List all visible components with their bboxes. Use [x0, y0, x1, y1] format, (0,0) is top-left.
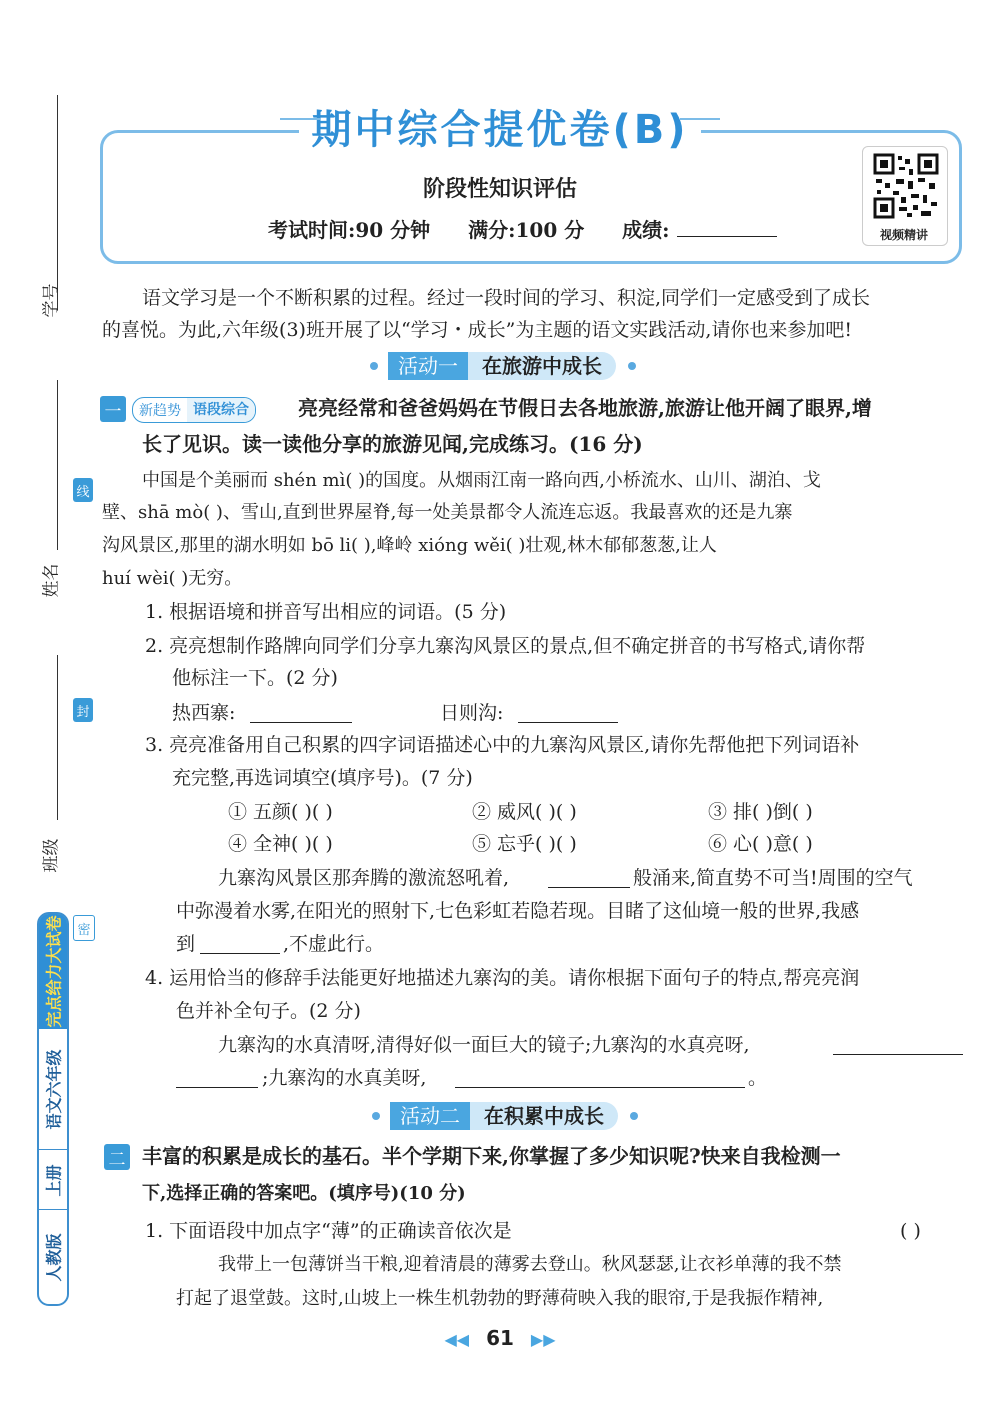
page-number: 61	[486, 1326, 514, 1350]
page-title	[0, 98, 1000, 155]
banner-2-dot-right	[630, 1112, 638, 1120]
intro-line-2: 的喜悦。为此,六年级(3)班开展了以“学习・成长”为主题的语文实践活动,请你也来参加吧!	[102, 319, 853, 341]
question-1-3a: 3. 亮亮准备用自己积累的四字词语描述心中的九寨沟风景区,请你先帮他把下列词语补	[145, 734, 860, 756]
book-grade-label: 语文六年级	[44, 1048, 64, 1130]
section-2-line-1: 丰富的积累是成长的基石。半个学期下来,你掌握了多少知识呢?快来自我检测一	[142, 1144, 841, 1168]
cut-seal-marker: 封	[73, 698, 93, 722]
book-label-strip	[37, 912, 69, 1306]
cut-dense-marker: 密	[73, 915, 95, 941]
name-label: 姓名	[41, 563, 62, 598]
passage-line-2: 壁、shā mò( )、雪山,直到世界屋脊,每一处美景都令人流连忘返。我最喜欢的还是九寨	[102, 502, 793, 523]
book-edition-label: 人教版	[44, 1233, 64, 1282]
fill-para-1b: 般涌来,简直势不可当!周围的空气	[633, 867, 913, 889]
section-1-number: 一	[100, 396, 126, 422]
question-1-1: 1. 根据语境和拼音写出相应的词语。(5 分)	[145, 601, 507, 623]
rhetoric-blank-2[interactable]	[176, 1065, 258, 1088]
idiom-5: ⑤ 忘乎( )( )	[472, 833, 577, 855]
tag-paragraph: 语段综合	[187, 398, 255, 422]
place-2-label: 日则沟:	[440, 702, 504, 724]
activity-2-title: 在积累中成长	[470, 1102, 618, 1130]
question-1-4a: 4. 运用恰当的修辞手法能更好地描述九寨沟的美。请你根据下面句子的特点,帮亮亮润	[145, 967, 860, 989]
qr-caption: 视频精讲	[879, 228, 928, 242]
section-2-number: 二	[104, 1144, 130, 1170]
question-2-1: 1. 下面语段中加点字“薄”的正确读音依次是	[145, 1220, 512, 1242]
rhetoric-line-1: 九寨沟的水真清呀,清得好似一面巨大的镜子;九寨沟的水真亮呀,	[218, 1034, 750, 1056]
passage-line-4: huí wèi( )无穷。	[102, 568, 243, 589]
section-2-line-2: 下,选择正确的答案吧。(填序号)(10 分)	[142, 1183, 466, 1204]
activity-1-title: 在旅游中成长	[468, 352, 616, 380]
idiom-1: ① 五颜( )( )	[228, 801, 333, 823]
passage-2-line-1: 我带上一包薄饼当干粮,迎着清晨的薄雾去登山。秋风瑟瑟,让衣衫单薄的我不禁	[218, 1254, 842, 1275]
result-blank[interactable]	[677, 214, 777, 237]
question-1-3b: 充完整,再选词填空(填序号)。(7 分)	[172, 767, 473, 789]
page-title-text: 期中综合提优卷(B)	[299, 107, 700, 153]
next-arrows-icon: ▶▶	[530, 1330, 556, 1349]
fill-para-3a: 到	[176, 933, 196, 955]
class-label: 班级	[41, 838, 62, 873]
rhetoric-line-2b: 。	[748, 1067, 768, 1089]
exam-info	[268, 214, 777, 243]
idiom-4: ④ 全神( )( )	[228, 833, 333, 855]
page-footer	[0, 1326, 1000, 1350]
question-1-2b: 他标注一下。(2 分)	[172, 667, 338, 689]
title-ornament-right	[680, 118, 720, 120]
title-ornament-left	[280, 118, 320, 120]
activity-2-label: 活动二	[390, 1102, 470, 1130]
idiom-6: ⑥ 心( )意( )	[708, 833, 813, 855]
book-volume-label: 上册	[44, 1163, 64, 1197]
rhetoric-blank-1[interactable]	[833, 1032, 963, 1055]
activity-1-banner	[370, 352, 636, 380]
full-score: 满分:100 分	[468, 218, 585, 242]
book-series-label: 完点给力大试卷	[44, 915, 64, 1028]
subtitle: 阶段性知识评估	[422, 177, 577, 202]
banner-dot-left	[370, 362, 378, 370]
fill-para-3b: ,不虚此行。	[283, 933, 385, 955]
place-2-blank[interactable]	[518, 700, 618, 723]
student-no-label: 学号	[41, 283, 62, 318]
fill-blank-1[interactable]	[548, 865, 630, 888]
section-1-line-2: 长了见识。读一读他分享的旅游见闻,完成练习。(16 分)	[142, 432, 643, 456]
question-1-2a: 2. 亮亮想制作路牌向同学们分享九寨沟风景区的景点,但不确定拼音的书写格式,请你帮	[145, 635, 866, 657]
qr-icon	[863, 147, 947, 225]
passage-2-line-2: 打起了退堂鼓。这时,山坡上一株生机勃勃的野薄荷映入我的眼帘,于是我振作精神,	[176, 1288, 824, 1309]
passage-line-1: 中国是个美丽而 shén mì( )的国度。从烟雨江南一路向西,小桥流水、山川、湖泊、戈	[142, 470, 821, 491]
rhetoric-blank-3[interactable]	[455, 1065, 745, 1088]
rhetoric-line-2a: ;九寨沟的水真美呀,	[262, 1067, 427, 1089]
margin-line-3	[57, 655, 58, 820]
intro-line-1: 语文学习是一个不断积累的过程。经过一段时间的学习、积淀,同学们一定感受到了成长	[142, 287, 871, 309]
activity-1-label: 活动一	[388, 352, 468, 380]
idiom-3: ③ 排( )倒( )	[708, 801, 813, 823]
passage-line-3: 沟风景区,那里的湖水明如 bō li( ),峰岭 xióng wěi( )壮观,林木郁郁葱葱,让人	[102, 535, 717, 556]
idiom-2: ② 威风( )( )	[472, 801, 577, 823]
activity-2-banner	[372, 1102, 638, 1130]
section-1-line-1: 亮亮经常和爸爸妈妈在节假日去各地旅游,旅游让他开阔了眼界,增	[298, 396, 872, 420]
banner-2-dot-left	[372, 1112, 380, 1120]
prev-arrows-icon: ◀◀	[444, 1330, 470, 1349]
place-1-blank[interactable]	[250, 700, 352, 723]
section-1-tag	[132, 397, 256, 423]
place-1-label: 热西寨:	[172, 702, 236, 724]
fill-para-1a: 九寨沟风景区那奔腾的激流怒吼着,	[218, 867, 510, 889]
banner-dot-right	[628, 362, 636, 370]
question-2-1-answer[interactable]: ( )	[900, 1220, 921, 1242]
exam-time: 考试时间:90 分钟	[268, 218, 431, 242]
tag-new-trend: 新趋势	[139, 403, 181, 419]
fill-blank-2[interactable]	[200, 931, 280, 954]
fill-para-2: 中弥漫着水雾,在阳光的照射下,七色彩虹若隐若现。目睹了这仙境一般的世界,我感	[176, 900, 860, 922]
question-1-4b: 色并补全句子。(2 分)	[176, 1000, 361, 1022]
result-label: 成绩:	[622, 218, 670, 242]
margin-line-2	[57, 380, 58, 550]
cut-line-marker: 线	[73, 478, 93, 502]
